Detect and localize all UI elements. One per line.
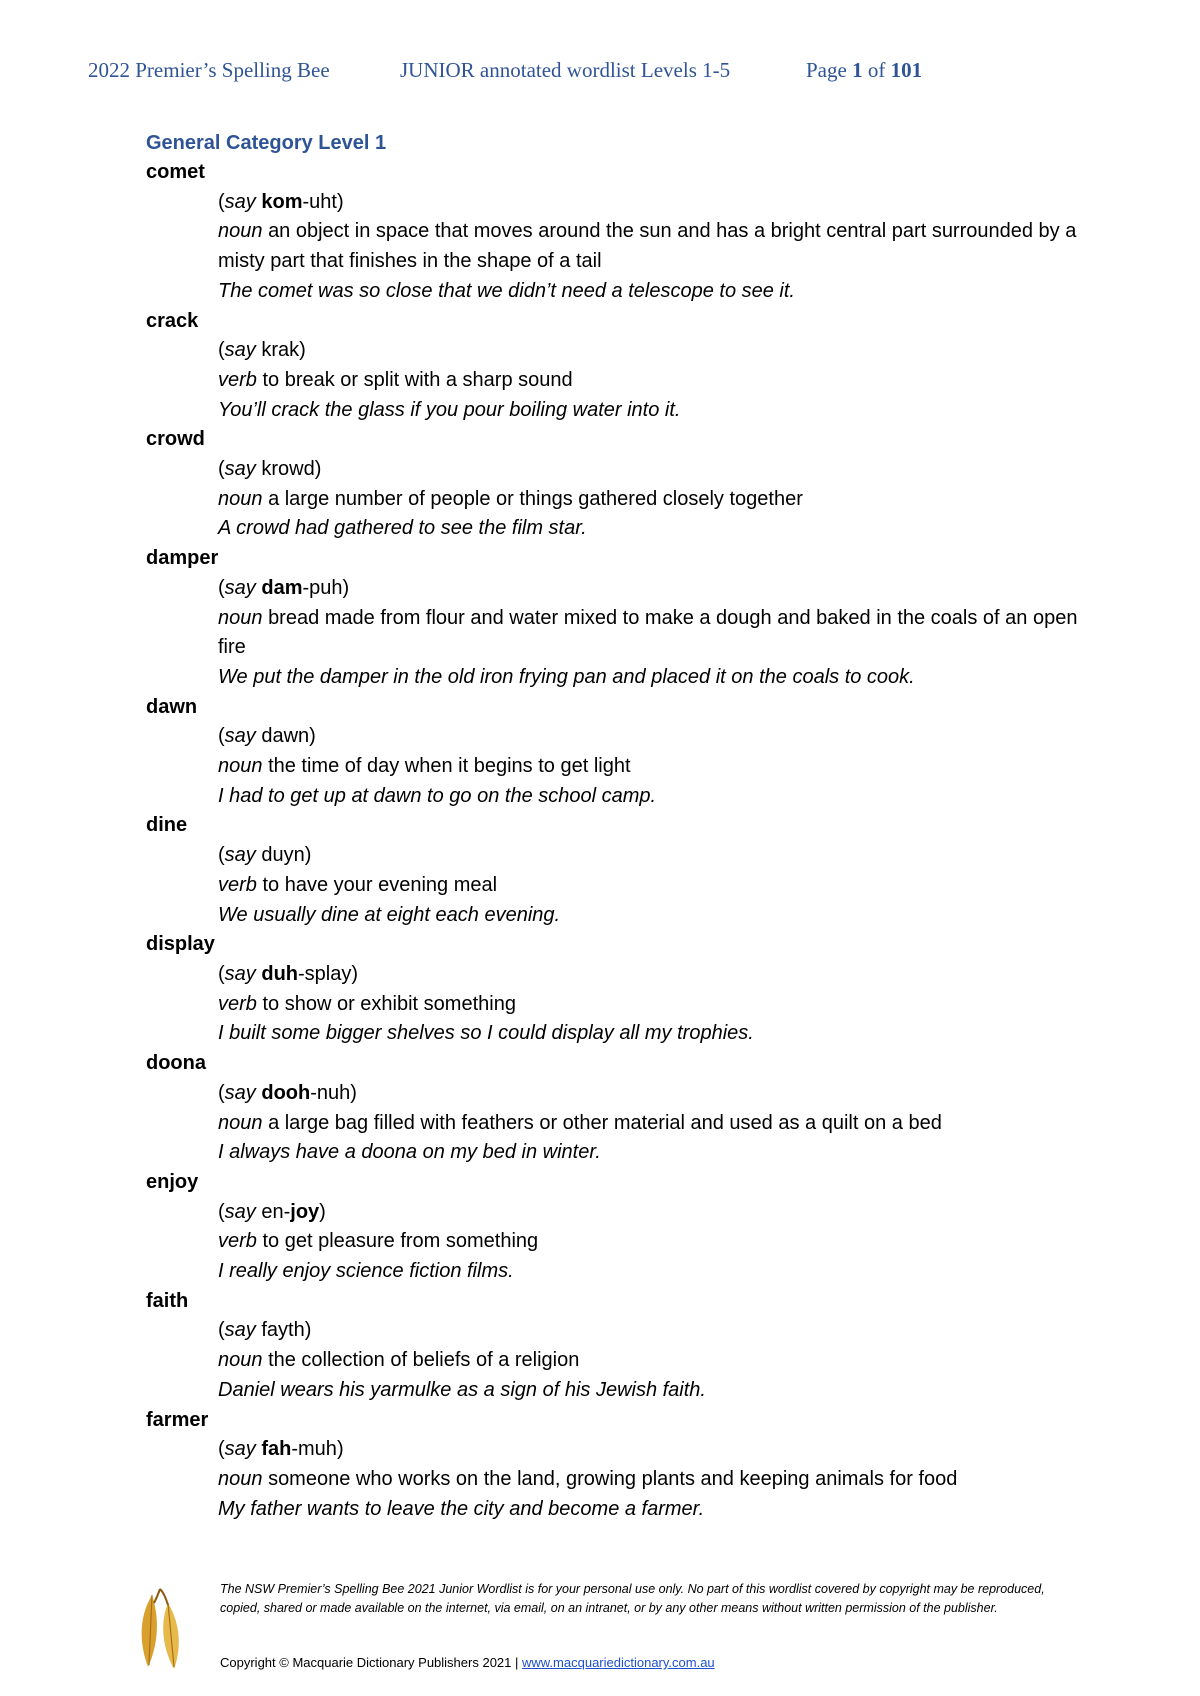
headword: damper xyxy=(146,547,219,570)
word-entry xyxy=(146,158,1086,307)
definition: to show or exhibit something xyxy=(262,992,516,1015)
publisher-link[interactable]: www.macquariedictionary.com.au xyxy=(521,1655,715,1670)
example-sentence: I really enjoy science fiction films. xyxy=(218,1260,514,1283)
word-entry xyxy=(146,544,1086,693)
definition-line xyxy=(218,990,1086,1020)
definition: a large number of people or things gathered closely together xyxy=(268,487,803,510)
say-pre: dawn xyxy=(261,725,310,748)
say-label: say xyxy=(224,1319,256,1342)
pronunciation: (say krowd) xyxy=(218,458,322,481)
definition: bread made from flour and water mixed to make a dough and baked in the coals of an open fire xyxy=(218,606,1078,659)
word-entry xyxy=(146,1168,1086,1287)
definition: a large bag filled with feathers or other material and used as a quilt on a bed xyxy=(268,1111,942,1134)
copyright-text: Copyright © Macquarie Dictionary Publishers 2021 | xyxy=(220,1655,522,1670)
headword: doona xyxy=(146,1052,206,1075)
header-page-prefix: Page xyxy=(806,58,853,82)
say-label: say xyxy=(224,1200,256,1223)
definition-line xyxy=(218,871,1086,901)
say-stress: joy xyxy=(290,1200,320,1223)
definition-line xyxy=(218,485,1086,515)
definition: to have your evening meal xyxy=(262,873,498,896)
say-label: say xyxy=(224,339,256,362)
example-sentence: The comet was so close that we didn’t need a telescope to see it. xyxy=(218,279,795,302)
definition-line xyxy=(218,604,1086,663)
say-label: say xyxy=(224,844,256,867)
header-page xyxy=(806,58,922,83)
say-stress: duh xyxy=(261,962,299,985)
word-entry xyxy=(146,811,1086,930)
say-label: say xyxy=(224,1081,256,1104)
word-entry xyxy=(146,425,1086,544)
headword: crowd xyxy=(146,428,205,451)
part-of-speech: noun xyxy=(218,606,263,629)
definition-line xyxy=(218,1465,1086,1495)
say-pre: krak xyxy=(261,339,300,362)
definition-line xyxy=(218,1109,1086,1139)
pronunciation: (say kom-uht) xyxy=(218,190,344,213)
footer-copyright xyxy=(220,1655,715,1670)
headword: crack xyxy=(146,309,199,332)
say-pre: fayth xyxy=(261,1319,305,1342)
pronunciation: (say dam-puh) xyxy=(218,576,350,599)
say-label: say xyxy=(224,576,256,599)
say-label: say xyxy=(224,1438,256,1461)
part-of-speech: noun xyxy=(218,1467,263,1490)
say-label: say xyxy=(224,962,256,985)
headword: comet xyxy=(146,161,205,183)
headword: dine xyxy=(146,814,188,837)
example-sentence: We usually dine at eight each evening. xyxy=(218,903,561,926)
example-sentence: We put the damper in the old iron frying pan and placed it on the coals to cook. xyxy=(218,665,915,688)
part-of-speech: noun xyxy=(218,755,263,778)
part-of-speech: noun xyxy=(218,487,263,510)
definition-line xyxy=(218,1227,1086,1257)
definition-line xyxy=(218,752,1086,782)
definition: to get pleasure from something xyxy=(262,1230,539,1253)
definition-line xyxy=(218,217,1086,276)
say-pre: duyn xyxy=(261,844,305,867)
definition-line xyxy=(218,366,1086,396)
word-entry xyxy=(146,1287,1086,1406)
headword: enjoy xyxy=(146,1170,199,1193)
part-of-speech: noun xyxy=(218,1349,263,1372)
page-header xyxy=(88,58,1128,94)
part-of-speech: verb xyxy=(218,1230,257,1253)
header-page-total: 101 xyxy=(890,58,923,82)
wordlist-content xyxy=(146,128,1086,1524)
headword: display xyxy=(146,933,215,956)
say-stress: dam xyxy=(261,576,303,599)
say-pre: en- xyxy=(261,1200,291,1223)
pronunciation: (say fah-muh) xyxy=(218,1438,344,1461)
part-of-speech: verb xyxy=(218,368,257,391)
word-entry xyxy=(146,1049,1086,1168)
say-stress: kom xyxy=(261,190,303,213)
definition: someone who works on the land, growing plants and keeping animals for food xyxy=(268,1467,958,1490)
category-title: General Category Level 1 xyxy=(146,132,387,154)
headword: faith xyxy=(146,1289,189,1312)
part-of-speech: noun xyxy=(218,220,263,243)
say-label: say xyxy=(224,458,256,481)
headword: farmer xyxy=(146,1408,209,1431)
say-pre: krowd xyxy=(261,458,315,481)
header-page-num: 1 xyxy=(852,58,863,82)
say-post: -nuh xyxy=(310,1081,351,1104)
say-label: say xyxy=(224,190,256,213)
example-sentence: A crowd had gathered to see the film star. xyxy=(218,517,587,540)
definition: an object in space that moves around the sun and has a bright central part surrounded by a misty part that finishes in the shape of a tail xyxy=(218,220,1077,273)
word-entry xyxy=(146,307,1086,426)
pronunciation: (say duh-splay) xyxy=(218,962,359,985)
example-sentence: I always have a doona on my bed in winter. xyxy=(218,1141,601,1164)
example-sentence: You’ll crack the glass if you pour boiling water into it. xyxy=(218,398,681,421)
say-post: -uht xyxy=(302,190,337,213)
entry-list xyxy=(146,158,1086,1524)
example-sentence: My father wants to leave the city and become a farmer. xyxy=(218,1497,705,1520)
definition-line xyxy=(218,1346,1086,1376)
word-entry xyxy=(146,1406,1086,1525)
footer-note: The NSW Premier’s Spelling Bee 2021 Junior Wordlist is for your personal use only. No part of this wordlist covered by copyright may be reproduced, copied, shared or made available on the internet, via email, on an intranet, or by any other means without written permission of the publisher. xyxy=(220,1582,1045,1615)
gum-leaf-icon xyxy=(130,1585,200,1675)
part-of-speech: verb xyxy=(218,992,257,1015)
example-sentence: I built some bigger shelves so I could display all my trophies. xyxy=(218,1022,754,1045)
say-label: say xyxy=(224,725,256,748)
part-of-speech: verb xyxy=(218,873,257,896)
example-sentence: I had to get up at dawn to go on the school camp. xyxy=(218,784,657,807)
pronunciation: (say dawn) xyxy=(218,725,316,748)
example-sentence: Daniel wears his yarmulke as a sign of his Jewish faith. xyxy=(218,1378,706,1401)
definition: to break or split with a sharp sound xyxy=(262,368,573,391)
pronunciation: (say en-joy) xyxy=(218,1200,326,1223)
word-entry xyxy=(146,930,1086,1049)
definition: the time of day when it begins to get light xyxy=(268,755,631,778)
header-page-of: of xyxy=(862,58,891,82)
say-stress: fah xyxy=(261,1438,292,1461)
say-post: -splay xyxy=(298,962,352,985)
definition: the collection of beliefs of a religion xyxy=(268,1349,580,1372)
header-center: JUNIOR annotated wordlist Levels 1-5 xyxy=(400,58,731,82)
pronunciation: (say fayth) xyxy=(218,1319,312,1342)
say-post: -puh xyxy=(302,576,343,599)
headword: dawn xyxy=(146,695,198,718)
pronunciation: (say duyn) xyxy=(218,844,312,867)
say-post: -muh xyxy=(291,1438,337,1461)
pronunciation: (say dooh-nuh) xyxy=(218,1081,357,1104)
header-left: 2022 Premier’s Spelling Bee xyxy=(88,58,330,82)
pronunciation: (say krak) xyxy=(218,339,306,362)
word-entry xyxy=(146,693,1086,812)
say-stress: dooh xyxy=(261,1081,311,1104)
part-of-speech: noun xyxy=(218,1111,263,1134)
